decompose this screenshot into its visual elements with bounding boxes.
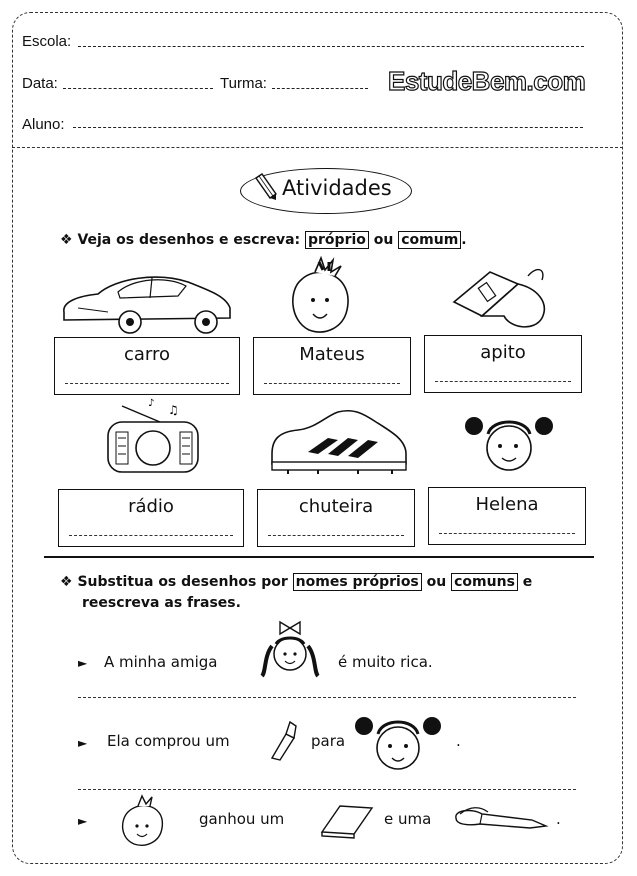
card-label: Mateus xyxy=(299,344,365,365)
sentence-3-mid: ganhou um xyxy=(199,810,285,828)
card-answer-line[interactable] xyxy=(69,535,233,536)
boy-face-icon xyxy=(289,256,353,336)
answer-card-radio[interactable] xyxy=(58,489,244,547)
diamond-bullet-icon: ❖ xyxy=(60,232,73,248)
answer-line-2[interactable] xyxy=(78,789,576,790)
estudebem-logo: EstudeBem.com xyxy=(388,66,586,96)
class-field[interactable] xyxy=(272,88,368,89)
card-label: carro xyxy=(123,344,171,365)
instruction-1-connector: ou xyxy=(373,232,394,248)
svg-text:♫: ♫ xyxy=(168,403,179,417)
date-field[interactable] xyxy=(63,88,213,89)
answer-card-mateus[interactable] xyxy=(253,337,411,395)
instruction-2-text: Substitua os desenhos por xyxy=(77,574,288,590)
card-answer-line[interactable] xyxy=(268,535,404,536)
play-arrow-icon: ► xyxy=(78,814,88,828)
whistle-icon xyxy=(450,262,560,332)
card-label: rádio xyxy=(128,496,174,517)
answer-line-1[interactable] xyxy=(78,697,576,698)
sentence-1-end: é muito rica. xyxy=(338,653,433,671)
pencil-icon xyxy=(254,174,278,200)
sentence-2-start: Ela comprou um xyxy=(107,732,230,750)
card-label: chuteira xyxy=(298,496,374,517)
instruction-1-end: . xyxy=(461,232,467,248)
sentence-2-mid: para xyxy=(311,732,346,750)
school-field[interactable] xyxy=(78,46,584,47)
page-title: Atividades xyxy=(282,176,392,200)
option-comuns: comuns xyxy=(451,573,518,591)
girl-with-bow-icon xyxy=(256,616,324,680)
card-label: apito xyxy=(480,342,526,363)
card-answer-line[interactable] xyxy=(264,383,400,384)
answer-card-carro[interactable] xyxy=(54,337,240,395)
play-arrow-icon: ► xyxy=(78,656,88,670)
instruction-1 xyxy=(60,232,467,248)
pen-icon xyxy=(452,804,548,836)
card-answer-line[interactable] xyxy=(435,381,571,382)
cleat-shoe-icon xyxy=(268,406,412,476)
sentence-3-end: . xyxy=(556,810,561,828)
instruction-2-connector: ou xyxy=(426,574,447,590)
header-divider xyxy=(12,147,623,148)
girl-face-icon xyxy=(462,404,556,478)
instruction-2-line2: reescreva as frases. xyxy=(82,595,241,611)
student-field[interactable] xyxy=(73,127,583,128)
card-answer-line[interactable] xyxy=(439,533,575,534)
school-label: Escola: xyxy=(22,33,72,50)
class-label: Turma: xyxy=(220,75,267,92)
option-comum: comum xyxy=(398,231,461,249)
eraser-icon xyxy=(318,800,376,840)
instruction-2-suffix: e xyxy=(522,574,533,590)
date-label: Data: xyxy=(22,75,58,92)
sentence-3-mid2: e uma xyxy=(384,810,432,828)
student-label: Aluno: xyxy=(22,116,65,133)
answer-card-helena[interactable] xyxy=(428,487,586,545)
boy-face-icon xyxy=(120,794,166,846)
sentence-1-start: A minha amiga xyxy=(104,653,218,671)
option-proprio: próprio xyxy=(305,231,369,249)
girl-face-icon xyxy=(352,706,444,778)
lipstick-icon xyxy=(268,718,298,760)
section-divider xyxy=(44,556,594,558)
diamond-bullet-icon: ❖ xyxy=(60,574,73,590)
play-arrow-icon: ► xyxy=(78,736,88,750)
answer-card-apito[interactable] xyxy=(424,335,582,393)
answer-card-chuteira[interactable] xyxy=(257,489,415,547)
sentence-2-end: . xyxy=(456,732,461,750)
card-label: Helena xyxy=(475,494,539,515)
radio-icon xyxy=(104,396,204,476)
option-nomes-proprios: nomes próprios xyxy=(293,573,422,591)
car-icon xyxy=(58,268,236,334)
instruction-2 xyxy=(60,572,580,614)
svg-text:♪: ♪ xyxy=(148,398,155,409)
card-answer-line[interactable] xyxy=(65,383,229,384)
instruction-1-text: Veja os desenhos e escreva: xyxy=(77,232,301,248)
